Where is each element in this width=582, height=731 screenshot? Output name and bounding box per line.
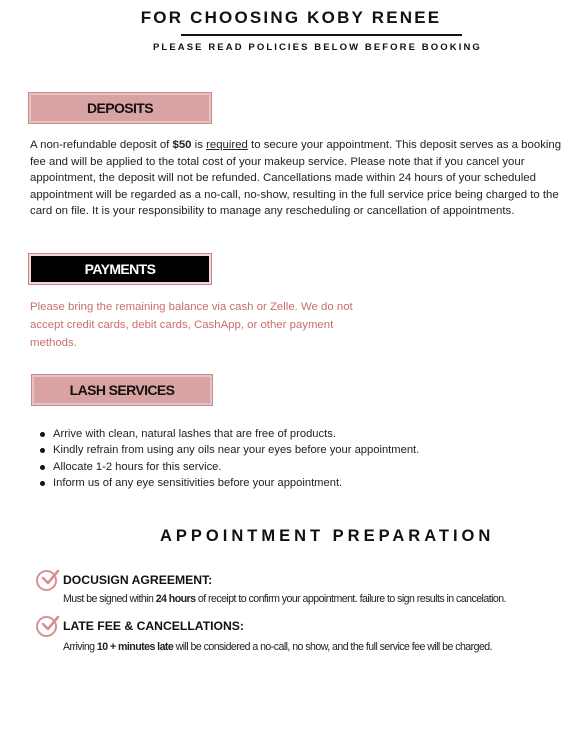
late-fee-heading: LATE FEE & CANCELLATIONS:	[63, 619, 244, 633]
preparation-title: APPOINTMENT PREPARATION	[160, 527, 495, 545]
deposit-amount: $50	[172, 139, 192, 151]
list-item: Allocate 1-2 hours for this service.	[40, 459, 540, 475]
check-circle-icon	[36, 570, 57, 591]
late-fee-text-post: will be considered a no-call, no show, and the full service fee will be charged.	[173, 641, 493, 653]
lash-services-heading-label: LASH SERVICES	[69, 382, 175, 398]
payments-heading	[29, 254, 211, 284]
docusign-text-post: of receipt to confirm your appointment. failure to sign results in cancelation.	[195, 593, 506, 605]
late-fee-text	[63, 641, 492, 653]
list-item: Kindly refrain from using any oils near your eyes before your appointment.	[40, 442, 540, 458]
page-subtitle: PLEASE READ POLICIES BELOW BEFORE BOOKING	[153, 42, 482, 53]
deposits-heading	[29, 93, 211, 123]
deposits-text-1: A non-refundable deposit of	[30, 139, 173, 151]
deposits-paragraph	[30, 137, 570, 220]
late-fee-text-bold: 10 + minutes late	[96, 641, 174, 653]
lash-services-list	[40, 426, 540, 492]
deposits-text-3: to secure your appointment. This deposit serves as a booking fee and will be applied to the total cost of your makeup service. Please note that if you cancel your appointment, the deposit will not be refunded. Cancellations made within 24 hours of your scheduled appointment will be regarded as a no-call, no-show, resulting in the full service price being charged to the card on file. It is your responsibility to manage any rescheduling or cancellation of appointments.	[30, 139, 562, 217]
payments-heading-label: PAYMENTS	[84, 261, 156, 277]
docusign-text	[63, 593, 506, 605]
docusign-text-pre: Must be signed within	[63, 593, 156, 605]
lash-services-heading	[32, 375, 212, 405]
check-circle-icon	[36, 616, 57, 637]
page-title: FOR CHOOSING KOBY RENEE	[140, 8, 442, 27]
deposits-text-2: is	[191, 139, 207, 151]
list-item: Inform us of any eye sensitivities before your appointment.	[40, 475, 540, 491]
late-fee-text-pre: Arriving	[63, 641, 97, 653]
docusign-heading: DOCUSIGN AGREEMENT:	[63, 573, 213, 587]
docusign-text-bold: 24 hours	[155, 593, 196, 605]
deposits-required: required	[206, 139, 248, 151]
payments-paragraph: Please bring the remaining balance via cash or Zelle. We do not accept credit cards, debit cards, CashApp, or other payment methods.	[30, 301, 353, 349]
list-item: Arrive with clean, natural lashes that are free of products.	[40, 426, 540, 442]
deposits-heading-label: DEPOSITS	[87, 100, 153, 116]
title-underline	[181, 34, 462, 36]
